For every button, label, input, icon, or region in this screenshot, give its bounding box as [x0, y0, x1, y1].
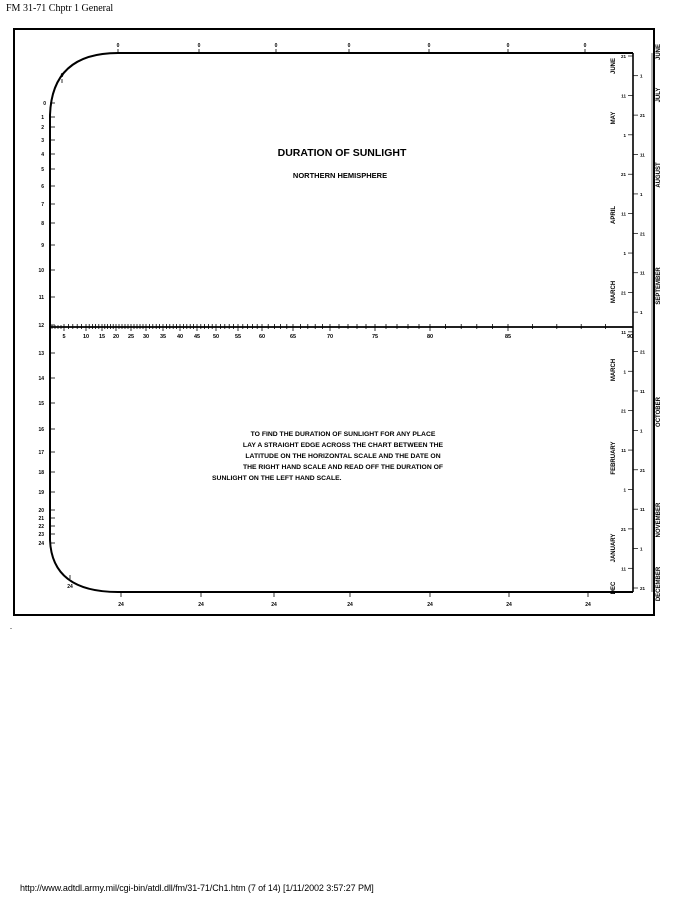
- hour-label: 11: [38, 295, 44, 301]
- latitude-label: 30: [142, 334, 150, 340]
- date-tick-label: 21: [620, 526, 626, 532]
- latitude-label: 65: [289, 334, 297, 340]
- scale-outline: [50, 53, 633, 595]
- date-tick-label: 1: [640, 73, 643, 79]
- hour-label: 22: [38, 524, 44, 530]
- outer-month-label: JUNE: [656, 43, 662, 61]
- hour-label: 24: [38, 541, 44, 547]
- hour-label: 8: [41, 221, 44, 227]
- latitude-label: 85: [504, 334, 512, 340]
- hour-labels: [38, 101, 46, 547]
- latitude-label: 25: [127, 334, 135, 340]
- edge-label-bottom: 24: [271, 602, 277, 608]
- latitude-label: 50: [212, 334, 220, 340]
- hour-label: 3: [41, 138, 44, 144]
- edge-label-bottom: 24: [427, 602, 433, 608]
- date-tick-label: 1: [623, 487, 626, 493]
- date-tick-label: 11: [640, 388, 645, 394]
- date-tick-label: 11: [640, 507, 645, 513]
- hour-label: 0: [43, 101, 46, 107]
- hour-label: 4: [41, 152, 44, 158]
- month-labels: [611, 44, 662, 601]
- date-tick-label: 21: [620, 172, 626, 178]
- hour-label: 20: [38, 508, 44, 514]
- outer-month-label: AUGUST: [656, 162, 662, 188]
- inner-month-label: MARCH: [611, 358, 617, 382]
- latitude-label: 20: [112, 334, 120, 340]
- diagram-title: DURATION OF SUNLIGHT: [277, 147, 407, 159]
- edge-label-top: 0: [116, 43, 120, 49]
- edge-label-bottom: 24: [198, 602, 204, 608]
- hour-label: 9: [41, 243, 44, 249]
- hour-label: 2: [41, 125, 44, 131]
- edge-label-top: 0: [506, 43, 510, 49]
- hour-label: 16: [38, 427, 44, 433]
- edge-label-top: 0: [274, 43, 278, 49]
- edge-label-bottom: 24: [585, 602, 591, 608]
- latitude-label: 70: [326, 334, 334, 340]
- date-tick-label: 21: [640, 467, 646, 473]
- date-tick-label: 21: [640, 586, 646, 591]
- date-tick-label: 21: [640, 349, 646, 355]
- outer-month-label: OCTOBER: [656, 397, 662, 427]
- date-tick-label: 1: [640, 546, 643, 552]
- hour-label: 5: [41, 167, 44, 173]
- latitude-label: 90: [626, 334, 634, 340]
- hour-label: 13: [38, 351, 44, 357]
- instruction-line-4: THE RIGHT HAND SCALE AND READ OFF THE DURATION OF: [242, 464, 444, 471]
- hour-label: 19: [38, 490, 44, 496]
- edge-label-bottom: 24: [67, 584, 73, 590]
- hour-label: 7: [41, 202, 44, 208]
- outer-month-label: DECEMBER: [656, 566, 662, 602]
- edge-label-top: 0: [347, 43, 351, 49]
- date-tick-label: 11: [621, 93, 626, 99]
- date-tick-label: 1: [640, 310, 643, 316]
- instruction-line-5: SUNLIGHT ON THE LEFT HAND SCALE.: [212, 475, 342, 482]
- inner-month-label: DEC: [611, 581, 617, 595]
- latitude-label: 75: [371, 334, 379, 340]
- date-tick-label: 21: [620, 290, 626, 296]
- date-tick-label: 21: [640, 113, 646, 119]
- edge-label-bottom: 24: [118, 602, 124, 608]
- date-tick-label: 11: [621, 329, 626, 335]
- stray-mark: .: [10, 622, 12, 631]
- date-tick-label: 1: [640, 428, 643, 434]
- edge-label-top: 0: [583, 43, 587, 49]
- hour-label: 14: [38, 376, 44, 382]
- latitude-label: 45: [193, 334, 201, 340]
- hour-label: 23: [38, 532, 44, 538]
- date-tick-label: 11: [640, 152, 645, 158]
- hour-label: 10: [38, 268, 44, 274]
- edge-label-top: 0: [60, 73, 64, 79]
- inner-month-label: JANUARY: [611, 533, 617, 563]
- hour-label: 6: [41, 184, 44, 190]
- edge-label-top: 0: [197, 43, 201, 49]
- date-tick-label: 21: [640, 231, 646, 237]
- edge-label-bottom: 24: [506, 602, 512, 608]
- diagram-subtitle: NORTHERN HEMISPHERE: [292, 171, 388, 180]
- date-tick-label: 1: [623, 369, 626, 375]
- hour-label: 18: [38, 470, 44, 476]
- hour-label: 1: [41, 115, 44, 121]
- date-tick-label: 11: [621, 448, 626, 454]
- date-tick-label: 11: [621, 211, 626, 217]
- latitude-label: 10: [82, 334, 90, 340]
- outer-month-label: SEPTEMBER: [656, 267, 662, 305]
- latitude-label: 35: [159, 334, 167, 340]
- instruction-line-1: TO FIND THE DURATION OF SUNLIGHT FOR ANY PLACE: [250, 431, 436, 438]
- instruction-line-2: LAY A STRAIGHT EDGE ACROSS THE CHART BETWEEN THE: [242, 442, 444, 449]
- date-tick-label: 21: [620, 54, 626, 59]
- date-tick-label: 1: [623, 132, 626, 138]
- outer-month-label: JULY: [656, 87, 662, 103]
- edge-label-top: 0: [427, 43, 431, 49]
- latitude-label: 80: [426, 334, 434, 340]
- latitude-labels: [62, 334, 633, 340]
- latitude-label: 5: [62, 334, 66, 340]
- inner-month-label: MAY: [611, 111, 617, 125]
- hour-label: 15: [38, 401, 44, 407]
- hour-label: 21: [38, 516, 44, 522]
- date-tick-label: 1: [640, 191, 643, 197]
- edge-label-bottom: 24: [347, 602, 353, 608]
- hour-label: 12: [38, 323, 44, 329]
- latitude-label: 55: [234, 334, 242, 340]
- latitude-label: 60: [258, 334, 266, 340]
- instruction-line-3: LATITUDE ON THE HORIZONTAL SCALE AND THE DATE ON: [245, 453, 441, 460]
- page-header: FM 31-71 Chptr 1 General: [6, 3, 114, 14]
- latitude-label: 15: [98, 334, 106, 340]
- inner-month-label: FEBRUARY: [611, 441, 617, 475]
- inner-month-label: MARCH: [611, 280, 617, 304]
- date-tick-label: 1: [623, 251, 626, 257]
- date-tick-label: 21: [620, 408, 626, 414]
- inner-month-label: APRIL: [611, 206, 617, 224]
- outer-month-label: NOVEMBER: [656, 502, 662, 538]
- date-tick-label: 11: [621, 566, 626, 572]
- hour-label: 17: [38, 450, 44, 456]
- latitude-label: 40: [176, 334, 184, 340]
- date-tick-label: 11: [640, 270, 645, 276]
- page-footer: http://www.adtdl.army.mil/cgi-bin/atdl.dll/fm/31-71/Ch1.htm (7 of 14) [1/11/2002 3:57:27 PM]: [20, 883, 374, 893]
- inner-month-label: JUNE: [611, 57, 617, 75]
